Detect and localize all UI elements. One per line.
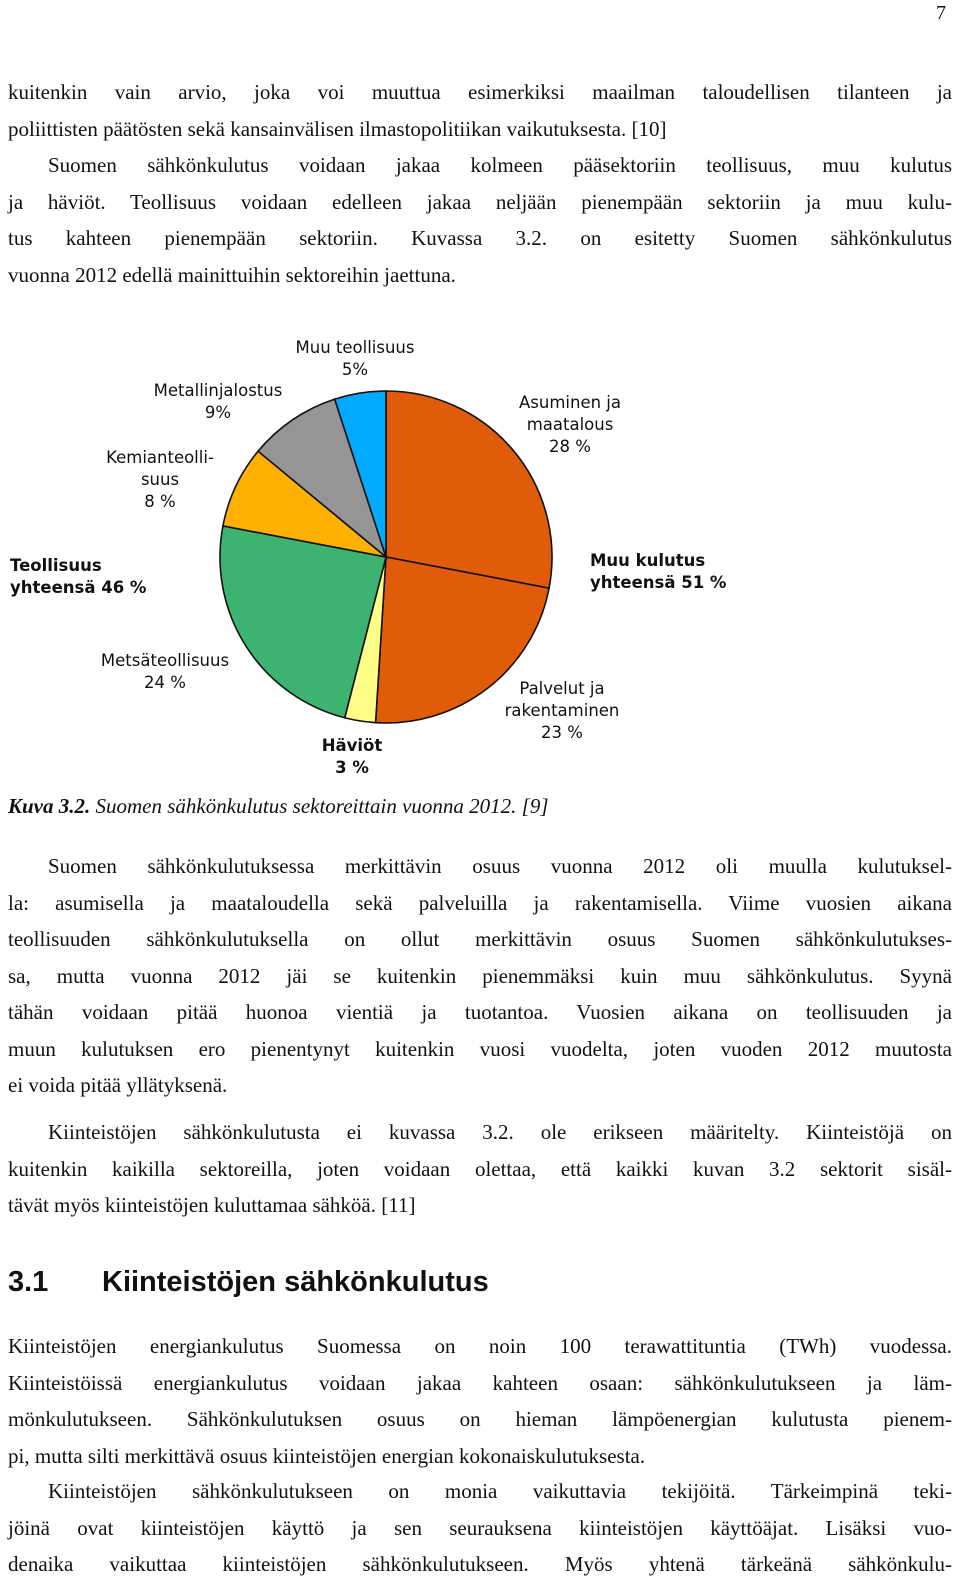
slice-label-line: rakentaminen bbox=[504, 701, 620, 720]
slice-value-label: 9% bbox=[204, 403, 232, 422]
text-line: teollisuuden sähkönkulutuksella on ollut merkittävin osuus Suomen sähkönkulutukses- bbox=[8, 927, 952, 951]
text-line: ja häviöt. Teollisuus voidaan edelleen jakaa neljään pienempään sektoriin ja muu kulu- bbox=[8, 189, 952, 214]
text-line: sa, mutta vuonna 2012 jäi se kuitenkin pienemmäksi kuin muu sähkönkulutus. Syynä bbox=[8, 963, 952, 988]
text-line: Suomen sähkönkulutus voidaan jakaa kolmeen pääsektoriin teollisuus, muu kulutus bbox=[48, 153, 952, 177]
text-line: tus kahteen pienempään sektoriin. Kuvassa 3.2. on esitetty Suomen sähkönkulutus bbox=[8, 226, 952, 250]
text-line: Kiinteistöissä energiankulutus voidaan jakaa kahteen osaan: sähkönkulutukseen ja läm- bbox=[8, 1370, 952, 1395]
group-label-line: yhteensä 51 % bbox=[590, 573, 727, 592]
slice-label-line: Kemianteolli- bbox=[106, 448, 214, 467]
section-heading bbox=[8, 1266, 489, 1299]
label-muu-teollisuus bbox=[296, 338, 415, 379]
text-line: kuitenkin kaikilla sektoreilla, joten voidaan olettaa, että kaikki kuvan 3.2 sektorit sisäl- bbox=[8, 1156, 952, 1181]
slice-label-line: Metsäteollisuus bbox=[100, 651, 230, 670]
slice-label-line: suus bbox=[140, 470, 180, 489]
text-line: ei voida pitää yllätyksenä. bbox=[8, 1073, 228, 1097]
figure-caption bbox=[8, 794, 549, 819]
slice-label-line: Palvelut ja bbox=[519, 679, 605, 698]
text-line: muun kulutuksen ero pienentynyt kuitenkin vuosi vuodelta, joten vuoden 2012 muutosta bbox=[8, 1036, 952, 1061]
pie-slices bbox=[220, 391, 552, 723]
label-haviot bbox=[322, 736, 383, 777]
section-title: Kiinteistöjen sähkönkulutus bbox=[102, 1266, 489, 1298]
section-number: 3.1 bbox=[8, 1266, 49, 1298]
text-line: poliittisten päätösten sekä kansainvälisen ilmastopolitiikan vaikutuksesta. [10] bbox=[8, 116, 667, 141]
slice-value-label: 8 % bbox=[144, 492, 176, 511]
page-number: 7 bbox=[936, 2, 946, 24]
slice-value-label: 24 % bbox=[144, 673, 186, 692]
slice-label-line: Asuminen ja bbox=[518, 393, 622, 412]
caption-text: Suomen sähkönkulutus sektoreittain vuonna 2012. [9] bbox=[90, 794, 549, 818]
caption-label: Kuva 3.2. bbox=[8, 794, 91, 818]
text-line: Kiinteistöjen sähkönkulutusta ei kuvassa 3.2. ole erikseen määritelty. Kiinteistöjä on bbox=[48, 1120, 952, 1144]
text-line: Kiinteistöjen sähkönkulutukseen on monia vaikuttavia tekijöitä. Tärkeimpinä teki- bbox=[48, 1479, 952, 1503]
text-line: kuitenkin vain arvio, joka voi muuttua esimerkiksi maailman taloudellisen tilanteen ja bbox=[8, 80, 952, 104]
label-asuminen bbox=[519, 393, 621, 456]
label-group-muu-kulutus bbox=[590, 551, 727, 592]
paragraph-analysis bbox=[8, 848, 952, 1104]
label-metsateollisuus bbox=[101, 651, 229, 692]
text-line: jöinä ovat kiinteistöjen käyttö ja sen seurauksena kiinteistöjen käyttöäjat. Lisäksi vuo- bbox=[8, 1515, 952, 1540]
slice-value-label: 23 % bbox=[541, 723, 583, 742]
text-line: Suomen sähkönkulutuksessa merkittävin osuus vuonna 2012 oli muulla kulutuksel- bbox=[48, 854, 952, 878]
text-line: la: asumisella ja maataloudella sekä palveluilla ja rakentamisella. Viime vuosien aikana bbox=[8, 890, 952, 915]
pie-chart bbox=[0, 330, 960, 790]
label-kemianteollisuus bbox=[106, 448, 214, 511]
text-line: mönkulutukseen. Sähkönkulutuksen osuus on hieman lämpöenergian kulutusta pienem- bbox=[8, 1407, 952, 1431]
text-line: tähän voidaan pitää huonoa vientiä ja tuotantoa. Vuosien aikana on teollisuuden ja bbox=[8, 1000, 952, 1024]
text-line: vuonna 2012 edellä mainittuihin sektoreihin jaettuna. bbox=[8, 262, 456, 287]
group-label-line: yhteensä 46 % bbox=[10, 578, 147, 597]
group-label-line: Muu kulutus bbox=[590, 551, 706, 570]
label-palvelut bbox=[505, 679, 620, 742]
slice-value-label: 3 % bbox=[335, 758, 369, 777]
text-line: pi, mutta silti merkittävä osuus kiinteistöjen energian kokonaiskulutuksesta. bbox=[8, 1443, 646, 1468]
text-line: tävät myös kiinteistöjen kuluttamaa sähköä. [11] bbox=[8, 1193, 416, 1217]
text-line: Kiinteistöjen energiankulutus Suomessa on noin 100 terawattituntia (TWh) vuodessa. bbox=[8, 1334, 952, 1358]
slice-label-line: Muu teollisuus bbox=[295, 338, 415, 357]
paragraph-factors bbox=[8, 1473, 952, 1583]
slice-label-line: Häviöt bbox=[321, 736, 383, 755]
paragraph-energy bbox=[8, 1328, 952, 1474]
slice-label-line: maatalous bbox=[526, 415, 614, 434]
label-metallinjalostus bbox=[154, 381, 283, 422]
paragraph-intro bbox=[8, 74, 952, 293]
slice-value-label: 28 % bbox=[549, 437, 591, 456]
paragraph-buildings bbox=[8, 1114, 952, 1224]
text-line: denaika vaikuttaa kiinteistöjen sähkönkulutukseen. Myös yhtenä tärkeänä sähkönkulu- bbox=[8, 1552, 952, 1576]
slice-label-line: Metallinjalostus bbox=[153, 381, 283, 400]
slice-value-label: 5% bbox=[341, 360, 369, 379]
label-group-teollisuus bbox=[10, 556, 147, 597]
group-label-line: Teollisuus bbox=[10, 556, 102, 575]
